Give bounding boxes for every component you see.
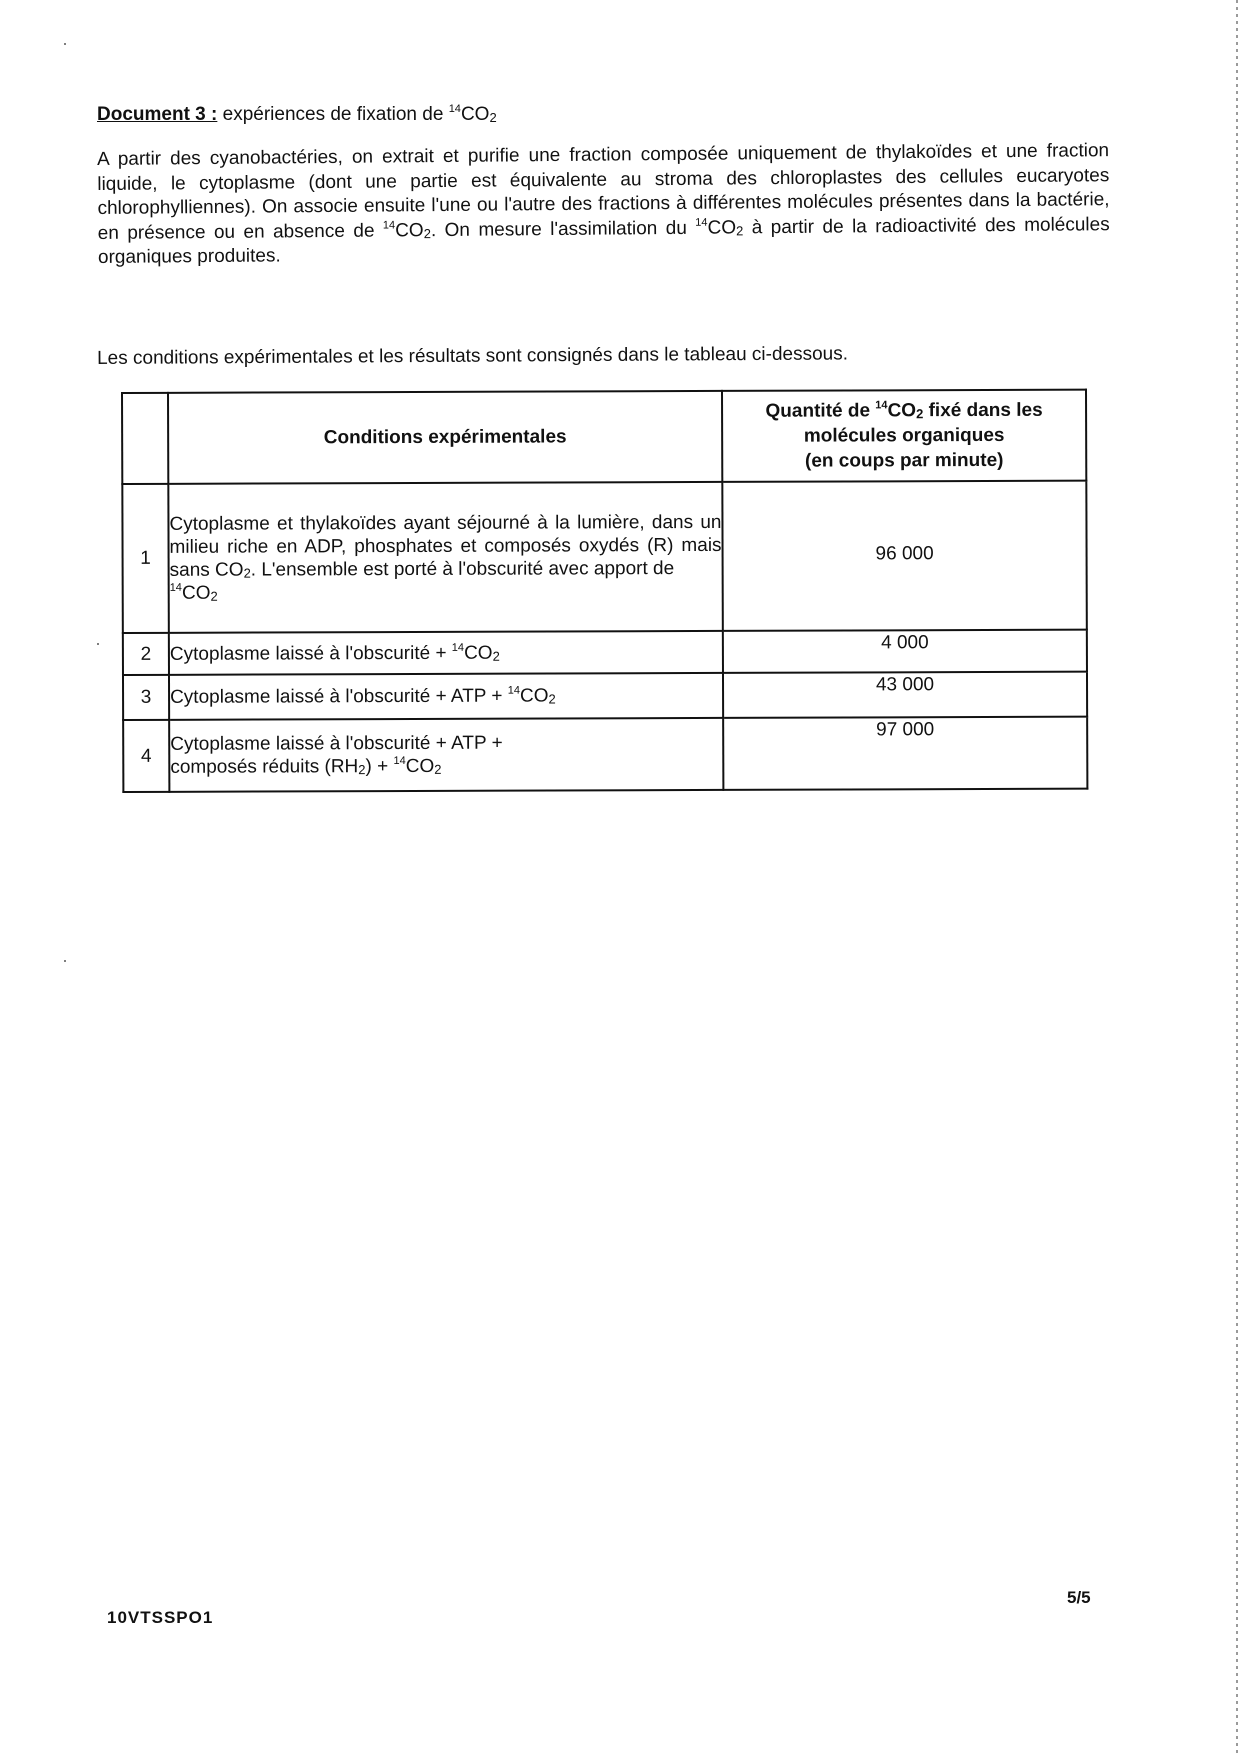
intro-text-2: . On mesure l'assimilation du [430,217,696,241]
table-row [123,630,1087,675]
table-header-quantity [722,390,1086,482]
row-condition [169,673,723,720]
molecule-subscript: 2 [492,648,500,664]
condition-text: Cytoplasme et thylakoïdes ayant séjourné à la lumière, dans un milieu riche en ADP, phosphates et composés oxydés (R) mais sans CO [169,511,722,581]
intro-paragraph [97,139,1110,270]
condition-text: . L'ensemble est porté à l'obscurité avec apport de [250,557,675,581]
molecule-subscript: 2 [358,762,366,778]
molecule-subscript: 2 [489,110,497,125]
row-value: 97 000 [723,717,1087,790]
molecule-subscript: 2 [434,761,442,777]
molecule-formula: CO [464,642,493,664]
condition-text: composés réduits (RH [170,756,359,778]
scan-speck [64,960,66,962]
isotope-number: 14 [695,216,708,229]
isotope-number: 14 [382,218,396,232]
row-number: 3 [123,675,169,720]
scan-page-edge [1236,0,1238,1753]
molecule-formula: CO [460,104,490,125]
exam-code: 10VTSSPO1 [107,1608,214,1627]
molecule-formula: CO [707,216,737,239]
table-row [123,672,1087,720]
scan-speck [64,43,66,45]
row-value: 43 000 [723,672,1087,718]
condition-text: Cytoplasme laissé à l'obscurité + [169,642,452,665]
table-header-row [122,390,1086,484]
condition-text: Cytoplasme laissé à l'obscurité + ATP + [170,732,503,755]
row-number: 4 [123,720,169,792]
intro-text-1: A partir des cyanobactéries, on extrait et purifie une fraction composée uniquement de thylakoïdes et une fraction liquide, le cytoplasme (dont une partie est équivalente au stroma des chloroplastes des cellules eucaryotes chlorophylliennes). On associe ensuite l'une ou l'autre des fractions à différentes molécules présentes dans la bactérie, en présence ou en absence de [97,140,1110,244]
table-row [123,717,1087,792]
page-number: 5/5 [1067,1588,1091,1607]
molecule-formula: CO [181,582,211,604]
molecule-subscript: 2 [243,565,251,581]
isotope-number: 14 [451,641,465,654]
row-number: 2 [123,633,169,675]
document-title-text: expériences de fixation de [222,104,449,125]
molecule-formula: CO [887,400,917,422]
quantity-header-text: fixé dans les molécules organiques [803,399,1043,447]
quantity-header-text: Quantité de [765,400,876,422]
row-condition [169,718,723,792]
intro-text-3: à partir de la radioactivité des molécules organiques produites. [97,213,1110,268]
isotope-number: 14 [875,399,888,412]
quantity-unit: (en coups par minute) [804,449,1004,472]
molecule-subscript: 2 [548,691,556,707]
table-header-conditions: Conditions expérimentales [168,391,722,484]
results-table [121,389,1088,793]
row-value: 96 000 [722,481,1087,631]
document-label: Document 3 : [97,104,218,125]
isotope-number: 14 [448,103,461,115]
row-condition [169,631,723,675]
row-value: 4 000 [723,630,1087,673]
table-row [122,481,1087,633]
isotope-number: 14 [393,755,406,768]
isotope-number: 14 [169,581,182,594]
results-intro-text: Les conditions expérimentales et les résultats sont consignés dans le tableau ci-dessous. [97,343,849,369]
row-number: 1 [122,484,169,633]
condition-text: ) + [365,756,394,778]
molecule-subscript: 2 [423,225,431,241]
isotope-number: 14 [507,684,521,697]
row-condition [168,482,723,633]
scan-speck [97,643,99,645]
molecule-subscript: 2 [916,406,924,422]
molecule-subscript: 2 [210,588,218,604]
molecule-subscript: 2 [736,222,744,238]
molecule-formula: CO [395,219,424,241]
document-title [97,103,497,127]
table-header-number [122,393,168,484]
condition-text: Cytoplasme laissé à l'obscurité + ATP + [170,685,508,708]
molecule-formula: CO [405,755,435,778]
molecule-formula: CO [519,685,549,707]
